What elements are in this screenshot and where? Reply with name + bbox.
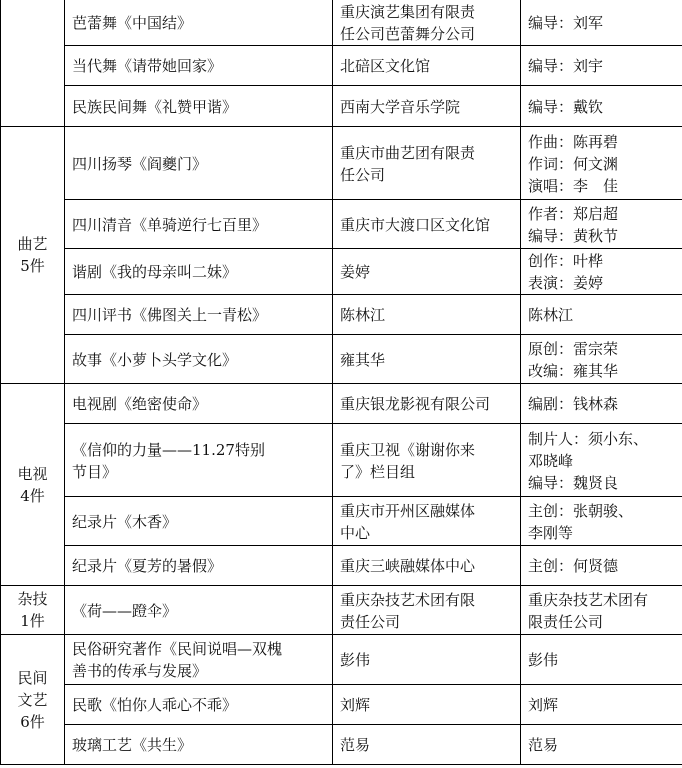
creator-line: 制片人：须小东、 (528, 429, 649, 448)
creator-line: 陈林江 (528, 306, 574, 324)
submitting-unit-line: 了》栏目组 (340, 462, 416, 481)
category-label: 1件 (20, 612, 45, 630)
creator-line: 范易 (528, 736, 559, 754)
table-row (1, 546, 682, 586)
work-title-cell (65, 497, 333, 546)
creators-cell (521, 127, 682, 200)
category-label: 杂技 (17, 590, 48, 608)
category-label: 6件 (20, 712, 45, 731)
work-title-line: 玻璃工艺《共生》 (72, 736, 193, 754)
work-title-line: 《信仰的力量——11.27特别 (72, 440, 265, 459)
work-title-line: 四川评书《佛图关上一青松》 (72, 306, 268, 324)
creators-cell (521, 685, 682, 725)
submitting-unit-cell (333, 685, 521, 725)
submitting-unit-line: 任公司芭蕾舞分公司 (340, 25, 476, 43)
submitting-unit-line: 西南大学音乐学院 (340, 97, 461, 116)
submitting-unit-line: 范易 (340, 736, 371, 754)
submitting-unit-cell (333, 546, 521, 586)
creators-cell (521, 0, 682, 46)
table-row (1, 295, 682, 335)
submitting-unit-line: 雍其华 (340, 350, 386, 369)
table-row (1, 200, 682, 249)
creator-line: 彭伟 (528, 651, 559, 669)
table-row (1, 685, 682, 725)
category-cell (1, 586, 65, 635)
table-row (1, 86, 682, 127)
creator-line: 编剧：钱林森 (528, 395, 619, 413)
creator-line: 编导：黄秋节 (528, 226, 619, 245)
table-row (1, 127, 682, 200)
submitting-unit-cell (333, 635, 521, 685)
creators-cell (521, 497, 682, 546)
table-row (1, 635, 682, 685)
work-title-line: 四川扬琴《阎夔门》 (72, 154, 208, 173)
category-label: 文艺 (17, 690, 48, 709)
creators-cell (521, 86, 682, 127)
work-title-cell (65, 86, 333, 127)
submitting-unit-line: 重庆演艺集团有限责 (340, 3, 476, 21)
work-title-line: 纪录片《夏芳的暑假》 (72, 557, 223, 575)
work-title-cell (65, 725, 333, 765)
creator-line: 编导：戴钦 (528, 97, 604, 116)
submitting-unit-cell (333, 249, 521, 295)
creator-line: 限责任公司 (528, 612, 604, 631)
submitting-unit-cell (333, 725, 521, 765)
creators-cell (521, 295, 682, 335)
creator-line: 作词：何文渊 (528, 154, 619, 173)
creators-cell (521, 384, 682, 424)
work-title-cell (65, 200, 333, 249)
table-row (1, 586, 682, 635)
work-title-line: 当代舞《请带她回家》 (72, 57, 223, 75)
submitting-unit-cell (333, 335, 521, 384)
submitting-unit-cell (333, 295, 521, 335)
work-title-line: 电视剧《绝密使命》 (72, 395, 208, 413)
work-title-line: 善书的传承与发展》 (72, 662, 208, 680)
creator-line: 编导：魏贤良 (528, 473, 619, 492)
submitting-unit-line: 重庆市开州区融媒体 (340, 501, 476, 520)
submitting-unit-line: 重庆银龙影视有限公司 (340, 395, 491, 413)
work-title-cell (65, 635, 333, 685)
table-row (1, 725, 682, 765)
category-cell (1, 635, 65, 765)
creator-line: 创作：叶桦 (528, 252, 604, 270)
work-title-cell (65, 46, 333, 86)
work-title-line: 故事《小萝卜头学文化》 (72, 350, 238, 369)
work-title-line: 四川清音《单骑逆行七百里》 (72, 215, 268, 234)
work-title-line: 民族民间舞《礼赞甲谐》 (72, 97, 238, 116)
submitting-unit-cell (333, 86, 521, 127)
submitting-unit-line: 责任公司 (340, 612, 401, 631)
work-title-line: 芭蕾舞《中国结》 (72, 14, 193, 32)
table-row (1, 0, 682, 46)
creator-line: 作者：郑启超 (528, 204, 619, 223)
work-title-cell (65, 685, 333, 725)
table-row (1, 46, 682, 86)
submitting-unit-line: 彭伟 (340, 651, 371, 669)
submitting-unit-cell (333, 0, 521, 46)
creators-cell (521, 725, 682, 765)
submitting-unit-cell (333, 424, 521, 497)
work-title-cell (65, 249, 333, 295)
work-title-cell (65, 295, 333, 335)
submitting-unit-line: 重庆三峡融媒体中心 (340, 557, 476, 575)
work-title-cell (65, 424, 333, 497)
creators-cell (521, 200, 682, 249)
table-row (1, 335, 682, 384)
submitting-unit-line: 重庆卫视《谢谢你来 (340, 440, 476, 459)
submitting-unit-line: 重庆市大渡口区文化馆 (340, 215, 491, 234)
creator-line: 编导：刘宇 (528, 57, 604, 75)
creator-line: 主创：张朝骏、 (528, 501, 634, 520)
table-row (1, 497, 682, 546)
creator-line: 演唱：李 佳 (528, 176, 619, 195)
creator-line: 表演：姜婷 (528, 274, 604, 292)
submitting-unit-line: 北碚区文化馆 (340, 57, 431, 75)
submitting-unit-cell (333, 586, 521, 635)
creator-line: 刘辉 (528, 696, 559, 714)
table-row (1, 384, 682, 424)
creator-line: 改编：雍其华 (528, 361, 619, 380)
table-body (1, 0, 682, 765)
work-title-line: 民歌《怕你人乖心不乖》 (72, 696, 238, 714)
submitting-unit-line: 刘辉 (340, 696, 371, 714)
creators-cell (521, 635, 682, 685)
work-title-line: 《荷——蹬伞》 (72, 601, 178, 620)
creators-cell (521, 335, 682, 384)
submitting-unit-cell (333, 384, 521, 424)
work-title-cell (65, 335, 333, 384)
creator-line: 原创：雷宗荣 (528, 339, 619, 358)
creator-line: 重庆杂技艺术团有 (528, 590, 649, 609)
creator-line: 邓晓峰 (528, 451, 574, 470)
submitting-unit-cell (333, 497, 521, 546)
creators-cell (521, 249, 682, 295)
creator-line: 李刚等 (528, 523, 574, 542)
category-label: 电视 (17, 464, 48, 483)
submitting-unit-cell (333, 127, 521, 200)
category-cell (1, 384, 65, 586)
category-cell (1, 127, 65, 384)
category-label: 曲艺 (17, 235, 48, 253)
table-row (1, 249, 682, 295)
creator-line: 作曲：陈再碧 (528, 132, 619, 151)
submitting-unit-cell (333, 46, 521, 86)
creators-cell (521, 424, 682, 497)
work-title-cell (65, 0, 333, 46)
creators-cell (521, 546, 682, 586)
work-title-cell (65, 586, 333, 635)
submitting-unit-line: 中心 (340, 523, 371, 542)
work-title-line: 节目》 (72, 462, 118, 481)
submitting-unit-line: 陈林江 (340, 306, 386, 324)
submitting-unit-cell (333, 200, 521, 249)
work-title-cell (65, 384, 333, 424)
work-title-line: 纪录片《木香》 (72, 512, 178, 531)
creators-cell (521, 586, 682, 635)
creators-cell (521, 46, 682, 86)
submitting-unit-line: 任公司 (340, 165, 386, 184)
category-label: 4件 (20, 486, 45, 505)
table-row (1, 424, 682, 497)
category-label: 5件 (20, 257, 45, 275)
category-cell (1, 0, 65, 127)
submitting-unit-line: 重庆杂技艺术团有限 (340, 590, 476, 609)
creator-line: 主创：何贤德 (528, 557, 619, 575)
category-label: 民间 (17, 668, 48, 687)
creator-line: 编导：刘军 (528, 14, 604, 32)
work-title-line: 谐剧《我的母亲叫二妹》 (72, 263, 238, 281)
work-title-cell (65, 546, 333, 586)
submitting-unit-line: 重庆市曲艺团有限责 (340, 143, 476, 162)
submitting-unit-line: 姜婷 (340, 263, 371, 281)
work-title-cell (65, 127, 333, 200)
work-title-line: 民俗研究著作《民间说唱—双槐 (72, 640, 283, 658)
